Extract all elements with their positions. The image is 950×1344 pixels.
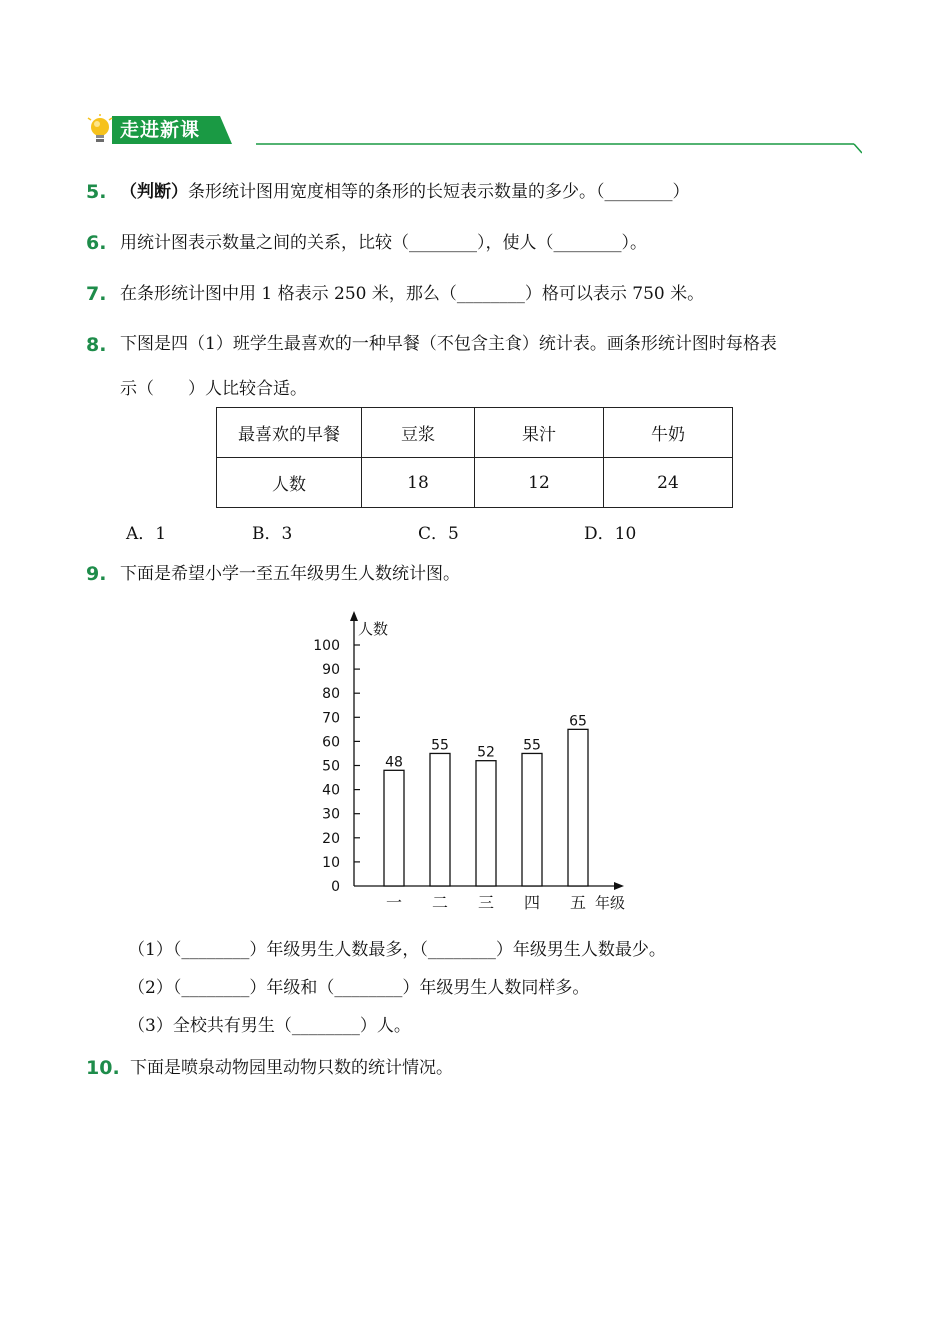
- x-category-label: 五: [569, 893, 587, 912]
- bar: [522, 753, 542, 886]
- y-tick-label: 70: [322, 710, 340, 727]
- y-tick-label: 100: [313, 638, 340, 654]
- bar: [568, 729, 588, 886]
- bar-value-label: 55: [523, 737, 541, 754]
- y-tick-label: 60: [322, 734, 340, 751]
- table-row: [217, 458, 733, 508]
- question-10-number: 10.: [86, 1057, 120, 1079]
- question-9-number: 9.: [86, 563, 107, 585]
- table-cell: 豆浆: [362, 408, 475, 458]
- y-tick-label: 80: [322, 686, 340, 703]
- question-6-text: 用统计图表示数量之间的关系，比较（________），使人（________）。: [120, 233, 647, 253]
- option-a[interactable]: A．1: [126, 524, 167, 544]
- bar-value-label: 65: [569, 713, 587, 730]
- x-axis-label: 年级: [595, 894, 626, 912]
- table-cell: 18: [362, 458, 475, 508]
- table-cell: 12: [475, 458, 604, 508]
- x-category-label: 四: [523, 893, 541, 912]
- question-8-line2: 示（ ）人比较合适。: [120, 379, 307, 399]
- option-d[interactable]: D．10: [584, 524, 637, 544]
- y-axis-label: 人数: [358, 620, 389, 638]
- question-8-number: 8.: [86, 334, 107, 356]
- table-cell: 牛奶: [604, 408, 733, 458]
- question-7-number: 7.: [86, 283, 107, 305]
- question-5-body: 条形统计图用宽度相等的条形的长短表示数量的多少。（________）: [188, 182, 690, 202]
- y-tick-label: 90: [322, 662, 340, 679]
- option-c[interactable]: C．5: [418, 524, 459, 544]
- table-row: [217, 408, 733, 458]
- section-banner: [86, 114, 236, 146]
- question-7-text: 在条形统计图中用 1 格表示 250 米，那么（________）格可以表示 750 米。: [120, 284, 705, 304]
- lightbulb-icon: [86, 114, 116, 146]
- question-9-sub-1: （1）（________）年级男生人数最多，（________）年级男生人数最少。: [128, 940, 666, 960]
- bar-chart: [300, 605, 640, 915]
- table-cell: 24: [604, 458, 733, 508]
- x-category-label: 二: [431, 893, 449, 912]
- y-tick-label: 10: [322, 854, 340, 871]
- banner-label: 走进新课: [120, 119, 201, 141]
- table-cell: 人数: [217, 458, 362, 508]
- bar: [430, 753, 450, 886]
- y-tick-label: 40: [322, 782, 340, 799]
- y-tick-label: 50: [322, 758, 340, 775]
- y-tick-label: 30: [322, 806, 340, 823]
- y-tick-label: 0: [331, 879, 340, 895]
- y-tick-label: 20: [322, 830, 340, 847]
- breakfast-table: [216, 407, 733, 508]
- question-5-number: 5.: [86, 181, 107, 203]
- bar-value-label: 52: [477, 744, 495, 761]
- x-category-label: 一: [385, 893, 403, 912]
- question-8-line1: 下图是四（1）班学生最喜欢的一种早餐（不包含主食）统计表。画条形统计图时每格表: [120, 334, 777, 354]
- question-9-text: 下面是希望小学一至五年级男生人数统计图。: [120, 564, 460, 584]
- bar: [476, 761, 496, 886]
- question-5-tag: （判断）: [120, 182, 188, 202]
- x-category-label: 三: [477, 893, 495, 912]
- question-9-sub-2: （2）（________）年级和（________）年级男生人数同样多。: [128, 978, 590, 998]
- option-b[interactable]: B．3: [252, 524, 293, 544]
- question-10-text: 下面是喷泉动物园里动物只数的统计情况。: [130, 1058, 453, 1078]
- question-6-number: 6.: [86, 232, 107, 254]
- bar-value-label: 48: [385, 754, 403, 771]
- bar: [384, 770, 404, 886]
- bar-value-label: 55: [431, 737, 449, 754]
- table-cell: 最喜欢的早餐: [217, 408, 362, 458]
- header-rule: [256, 143, 862, 155]
- table-cell: 果汁: [475, 408, 604, 458]
- question-9-sub-3: （3）全校共有男生（________）人。: [128, 1016, 411, 1036]
- x-axis-arrow: [614, 882, 624, 890]
- question-5-text: [120, 180, 690, 204]
- y-axis-arrow: [350, 611, 358, 621]
